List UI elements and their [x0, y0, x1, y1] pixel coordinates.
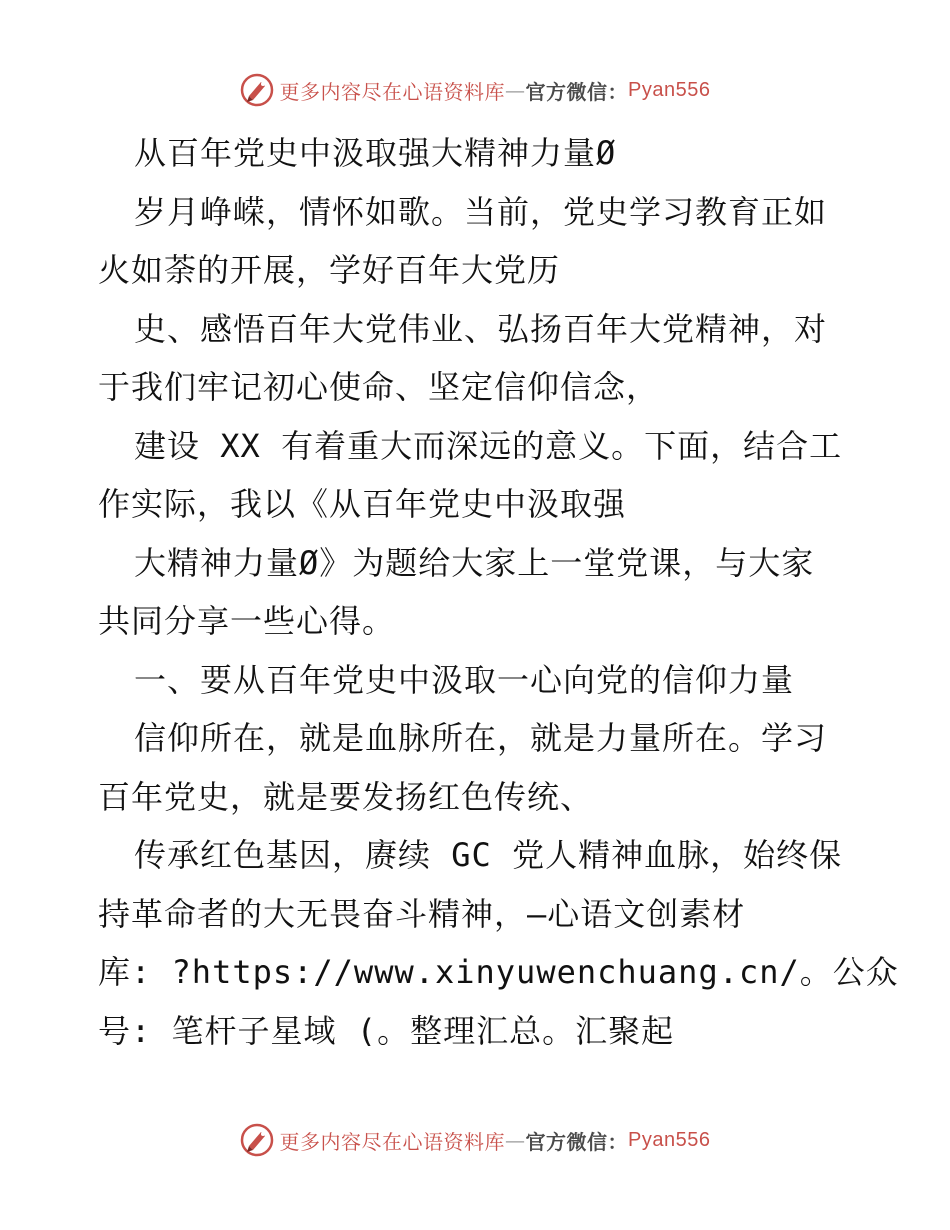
pen-logo-icon — [240, 1123, 274, 1157]
footer-banner-text — [280, 1126, 711, 1155]
paragraph-line: 百年党史，就是要发扬红色传统、 — [98, 777, 594, 816]
paragraph-line: 建设 XX 有着重大而深远的意义。下面，结合工 — [134, 426, 843, 465]
paragraph-line: 库: ?https://www.xinyuwenchuang.cn/。公众 — [98, 953, 899, 991]
header-banner-text — [280, 76, 711, 105]
footer-banner-dash: — — [505, 1128, 526, 1152]
footer-banner-handle: Pyan556 — [628, 1128, 711, 1151]
paragraph-line: 大精神力量Ø》为题给大家上一堂党课，与大家 — [134, 543, 815, 582]
paragraph-line: 于我们牢记初心使命、坚定信仰信念， — [98, 368, 660, 406]
paragraph-line: 共同分享一些心得。 — [98, 602, 396, 640]
document-title: 从百年党史中汲取强大精神力量Ø — [134, 134, 617, 172]
paragraph-line: 传承红色基因，赓续 GC 党人精神血脉，始终保 — [134, 836, 843, 874]
paragraph-line: 信仰所在，就是血脉所在，就是力量所在。学习 — [134, 719, 828, 757]
header-banner — [0, 70, 950, 110]
paragraph-line: 岁月峥嵘，情怀如歌。当前，党史学习教育正如 — [134, 192, 828, 231]
paragraph-line: 作实际，我以《从百年党史中汲取强 — [98, 485, 627, 523]
footer-banner-slogan: 更多内容尽在心语资料库 — [279, 1129, 506, 1154]
paragraph-line: 持革命者的大无畏奋斗精神，—心语文创素材 — [98, 894, 746, 933]
footer-banner — [0, 1120, 950, 1160]
paragraph-line: 史、感悟百年大党伟业、弘扬百年大党精神，对 — [134, 309, 828, 348]
pen-logo-icon — [240, 73, 274, 107]
header-banner-slogan: 更多内容尽在心语资料库 — [279, 79, 506, 104]
paragraph-line: 火如荼的开展，学好百年大党历 — [98, 251, 561, 289]
header-banner-dash: — — [505, 78, 526, 102]
footer-banner-wechat-label: 官方微信： — [525, 1129, 629, 1154]
section-heading: 一、要从百年党史中汲取一心向党的信仰力量 — [134, 660, 795, 699]
paragraph-line: 号: 笔杆子星域 (。整理汇总。汇聚起 — [98, 1011, 675, 1050]
header-banner-wechat-label: 官方微信： — [525, 79, 629, 104]
header-banner-handle: Pyan556 — [628, 78, 711, 101]
document-body — [98, 124, 899, 1060]
